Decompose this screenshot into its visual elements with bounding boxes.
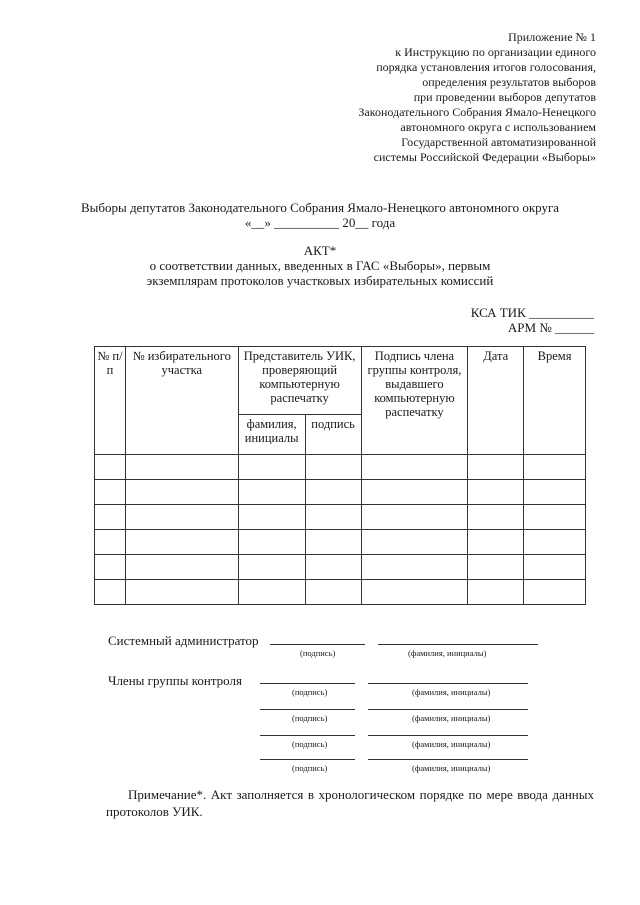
member-3-signature-caption: (подпись): [292, 739, 328, 749]
act-subtitle-2: экземплярам протоколов участковых избирательных комиссий: [146, 273, 494, 288]
control-label: Члены группы контроля: [108, 673, 242, 688]
appendix-line: при проведении выборов депутатов: [413, 90, 596, 104]
act-heading: АКТ*: [303, 243, 337, 258]
table-row: [95, 480, 586, 505]
appendix-line: порядка установления итогов голосования,: [376, 60, 596, 74]
member-3-name-caption: (фамилия, инициалы): [412, 739, 491, 749]
appendix-header: [296, 30, 596, 165]
appendix-line: Приложение № 1: [508, 30, 596, 44]
member-1-signature-line: [260, 683, 355, 684]
act-subtitle-1: о соответствии данных, введенных в ГАС «Выборы», первым: [149, 258, 491, 273]
ksa-tik: КСА ТИК __________: [470, 305, 594, 320]
election-date: «__» __________ 20__ года: [244, 215, 396, 230]
appendix-line: к Инструкцию по организации единого: [395, 45, 596, 59]
table-row: [95, 505, 586, 530]
act-title-block: [0, 243, 640, 288]
appendix-line: системы Российской Федерации «Выборы»: [373, 150, 596, 164]
member-1-name-line: [368, 683, 528, 684]
col-time: Время: [524, 347, 586, 455]
table-row: [95, 555, 586, 580]
act-table: [94, 346, 586, 605]
member-4-name-caption: (фамилия, инициалы): [412, 763, 491, 773]
admin-name-caption: (фамилия, инициалы): [408, 648, 487, 658]
appendix-line: Законодательного Собрания Ямало-Ненецкого: [358, 105, 596, 119]
admin-label: Системный администратор: [108, 633, 259, 648]
election-title: Выборы депутатов Законодательного Собрания Ямало-Ненецкого автономного округа: [80, 200, 560, 215]
table-row: [95, 455, 586, 480]
member-4-name-line: [368, 759, 528, 760]
member-2-signature-caption: (подпись): [292, 713, 328, 723]
member-3-name-line: [368, 735, 528, 736]
col-num: № п/п: [95, 347, 126, 455]
member-2-signature-line: [260, 709, 355, 710]
member-4-signature-caption: (подпись): [292, 763, 328, 773]
appendix-line: определения результатов выборов: [422, 75, 596, 89]
member-1-name-caption: (фамилия, инициалы): [412, 687, 491, 697]
member-2-name-line: [368, 709, 528, 710]
table-row: [95, 530, 586, 555]
appendix-line: автономного округа с использованием: [400, 120, 596, 134]
col-representative: Представитель УИК, проверяющий компьютерную распечатку: [238, 347, 361, 415]
arm-number: АРМ № ______: [507, 320, 594, 335]
member-3-signature-line: [260, 735, 355, 736]
col-control: Подпись члена группы контроля, выдавшего компьютерную распечатку: [361, 347, 468, 455]
table-row: [95, 580, 586, 605]
member-2-name-caption: (фамилия, инициалы): [412, 713, 491, 723]
admin-signature-line: [270, 644, 365, 645]
member-1-signature-caption: (подпись): [292, 687, 328, 697]
sub-signature: подпись: [305, 415, 361, 455]
admin-signature-caption: (подпись): [300, 648, 336, 658]
footnote: Примечание*. Акт заполняется в хронологическом порядке по мере ввода данных протоколов УИК.: [106, 787, 594, 819]
col-precinct: № избирательного участка: [125, 347, 238, 455]
appendix-line: Государственной автоматизированной: [401, 135, 596, 149]
sub-name: фамилия, инициалы: [238, 415, 305, 455]
election-title-block: [0, 200, 640, 230]
member-4-signature-line: [260, 759, 355, 760]
admin-name-line: [378, 644, 538, 645]
col-date: Дата: [468, 347, 524, 455]
